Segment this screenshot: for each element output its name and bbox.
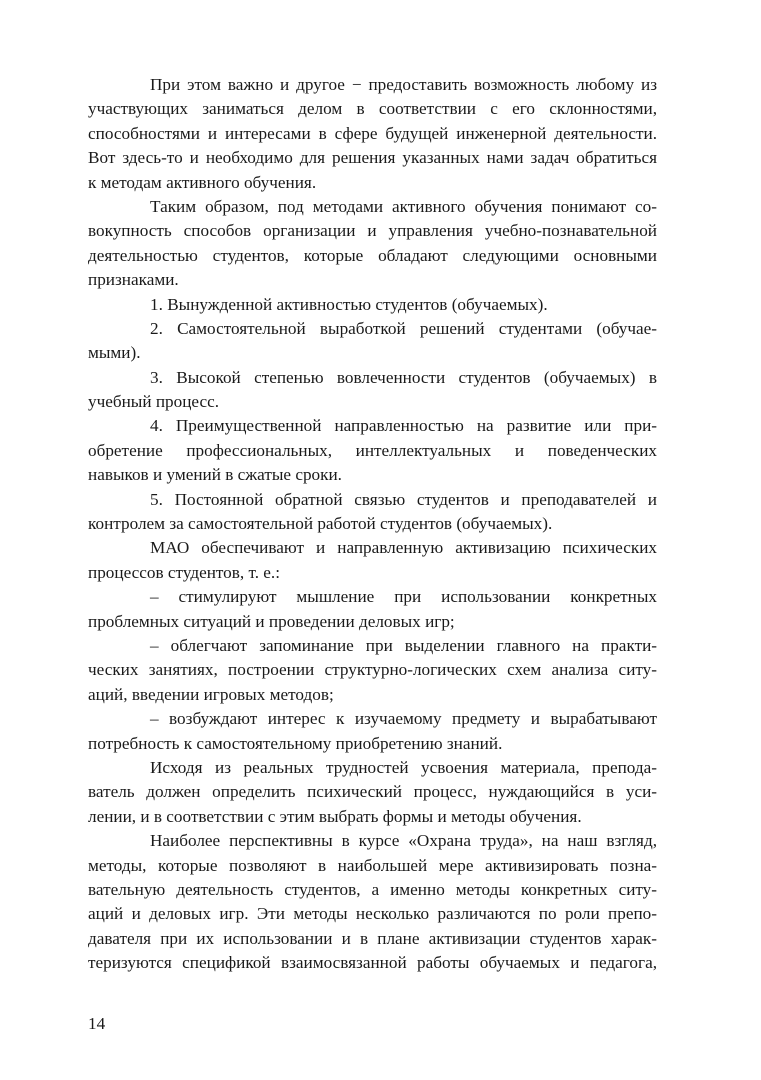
text-line: Вот здесь-то и необходимо для решения указанных нами задач обратиться (88, 148, 657, 168)
list-item: – стимулируют мышление при использовании конкретных (150, 587, 657, 607)
text-line: Исходя из реальных трудностей усвоения материала, препода- (150, 757, 657, 777)
text-line: участвующих заниматься делом в соответствии с его склонностями, (88, 99, 657, 119)
text-line: к методам активного обучения. (88, 172, 317, 192)
list-item: 1. Вынужденной активностью студентов (обучаемых). (150, 294, 548, 314)
text-line: методы, которые позволяют в наибольшей мере активизировать позна- (88, 855, 657, 875)
text-line: мыми). (88, 343, 141, 363)
text-line: лении, и в соответствии с этим выбрать формы и методы обучения. (88, 806, 582, 826)
text-line: потребность к самостоятельному приобретению знаний. (88, 733, 503, 753)
text-line: аций, введении игровых методов; (88, 684, 334, 704)
text-line: ватель должен определить психический процесс, нуждающийся в уси- (88, 782, 657, 802)
text-line: проблемных ситуаций и проведении деловых игр; (88, 611, 455, 631)
list-item: 2. Самостоятельной выработкой решений студентами (обучае- (150, 318, 657, 338)
list-item: 4. Преимущественной направленностью на развитие или при- (150, 416, 657, 436)
text-line: навыков и умений в сжатые сроки. (88, 465, 342, 485)
text-line: признаками. (88, 270, 179, 290)
text-line: деятельностью студентов, которые обладают следующими основными (88, 245, 657, 265)
text-line: теризуются спецификой взаимосвязанной работы обучаемых и педагога, (88, 953, 657, 973)
text-line: ческих занятиях, построении структурно-логических схем анализа ситу- (88, 660, 657, 680)
body-text (88, 73, 657, 975)
text-line: давателя при их использовании и в плане активизации студентов харак- (88, 928, 657, 948)
text-line: процессов студентов, т. е.: (88, 562, 280, 582)
list-item: 3. Высокой степенью вовлеченности студентов (обучаемых) в (150, 367, 657, 387)
text-line: учебный процесс. (88, 392, 220, 412)
text-line: контролем за самостоятельной работой студентов (обучаемых). (88, 514, 553, 534)
text-line: МАО обеспечивают и направленную активизацию психических (150, 538, 657, 558)
list-item: – возбуждают интерес к изучаемому предмету и вырабатывают (150, 709, 657, 729)
list-item: – облегчают запоминание при выделении главного на практи- (150, 635, 657, 655)
text-line: аций и деловых игр. Эти методы несколько различаются по роли препо- (88, 904, 657, 924)
page-number: 14 (88, 1014, 106, 1033)
text-line: способностями и интересами в сфере будущей инженерной деятельности. (88, 123, 657, 143)
list-item: 5. Постоянной обратной связью студентов и преподавателей и (150, 489, 657, 509)
text-line: вательную деятельность студентов, а именно методы конкретных ситу- (88, 879, 657, 899)
text-line: вокупность способов организации и управления учебно-познавательной (88, 221, 657, 241)
text-line: Таким образом, под методами активного обучения понимают со- (150, 196, 657, 216)
text-line: обретение профессиональных, интеллектуальных и поведенческих (88, 440, 657, 460)
text-line: Наиболее перспективны в курсе «Охрана труда», на наш взгляд, (150, 831, 657, 851)
text-line: При этом важно и другое − предоставить возможность любому из (150, 75, 657, 94)
